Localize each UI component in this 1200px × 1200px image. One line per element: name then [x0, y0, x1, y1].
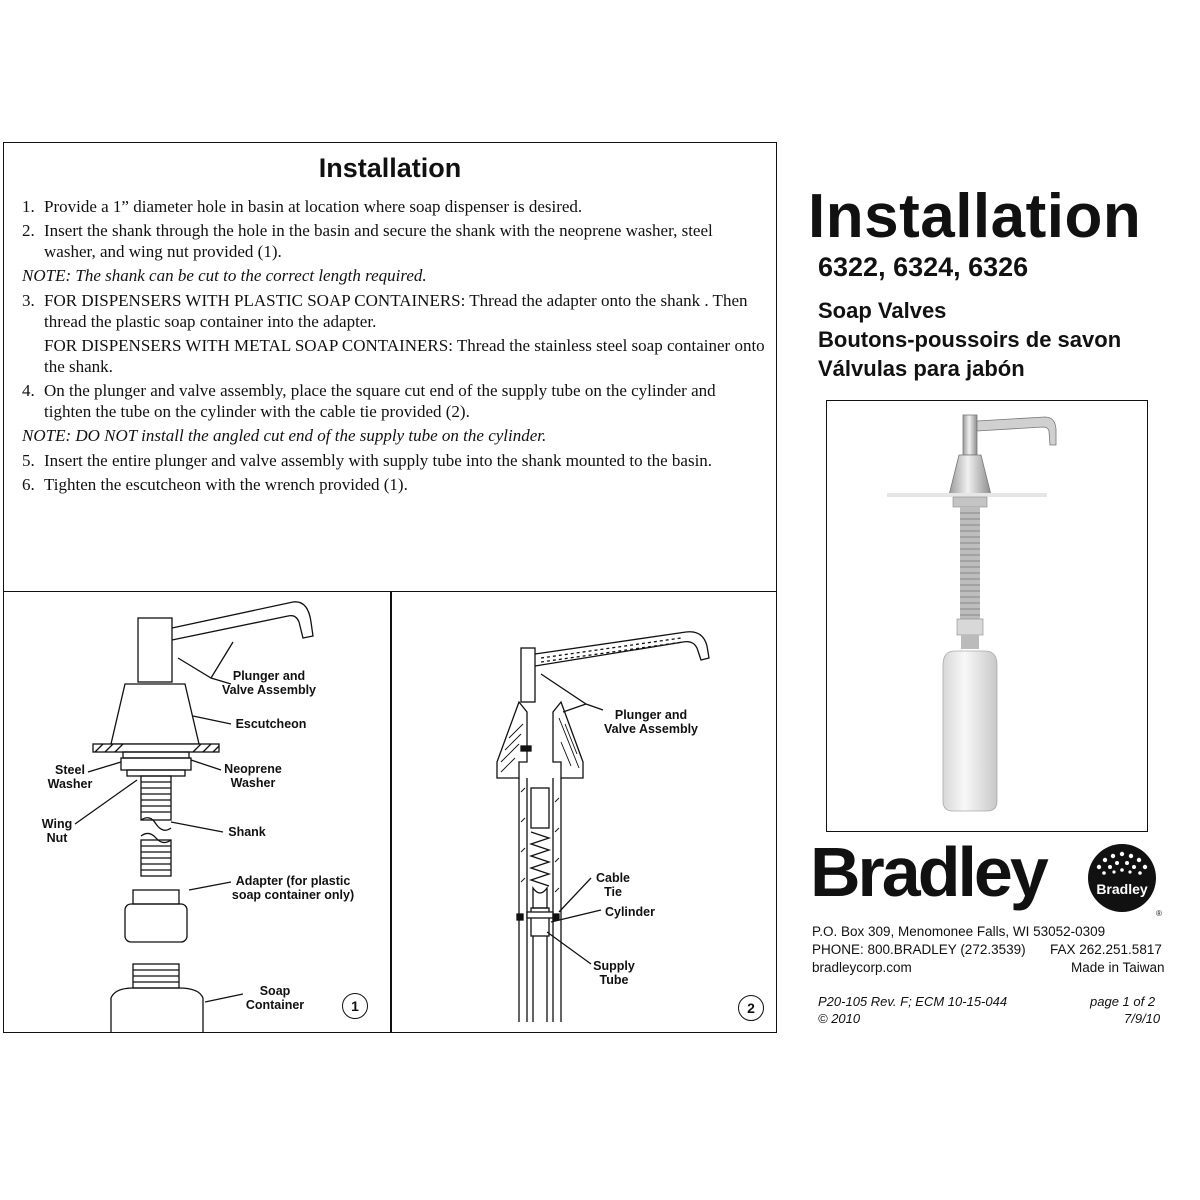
- fig1-label-plunger: Plunger and Valve Assembly: [221, 669, 317, 697]
- fig1-label-escutcheon: Escutcheon: [235, 717, 307, 731]
- step-3-metal: FOR DISPENSERS WITH METAL SOAP CONTAINERS: Thread the stainless steel soap container onto the shank.: [44, 336, 765, 376]
- figure-1-number: 1: [342, 993, 368, 1019]
- page-number: page 1 of 2: [1090, 994, 1156, 1009]
- fig1-label-steel-washer: Steel Washer: [47, 763, 93, 791]
- product-name-en: Soap Valves: [818, 298, 947, 323]
- fig2-label-supply-tube: Supply Tube: [593, 959, 635, 987]
- note-shank: NOTE: The shank can be cut to the correct length required.: [22, 266, 427, 285]
- fig2-label-cylinder: Cylinder: [604, 905, 655, 919]
- step-1: 1. Provide a 1” diameter hole in basin at location where soap dispenser is desired.: [22, 197, 583, 216]
- logo-icon-text: Bradley: [1096, 881, 1148, 897]
- brand-fax: FAX 262.251.5817: [1050, 942, 1162, 957]
- brand-origin: Made in Taiwan: [1071, 960, 1165, 975]
- product-photo: [827, 401, 1147, 831]
- fig1-label-wing-nut: Wing Nut: [41, 817, 73, 845]
- bradley-logo-icon: [1086, 842, 1162, 918]
- figure-2-number: 2: [738, 995, 764, 1021]
- step-3: 3. FOR DISPENSERS WITH PLASTIC SOAP CONTAINERS: Thread the adapter onto the shank . Then thread the plastic soap container into the adapter.: [22, 291, 748, 331]
- fig1-label-soap-container: Soap Container: [245, 984, 305, 1012]
- fig1-label-neoprene-washer: Neoprene Washer: [224, 762, 282, 790]
- product-name-fr: Boutons-poussoirs de savon: [818, 327, 1122, 352]
- instruction-steps: [22, 196, 767, 498]
- figure-1-exploded-diagram: [3, 592, 391, 1032]
- step-5: 5. Insert the entire plunger and valve assembly with supply tube into the shank mounted to the basin.: [22, 451, 713, 470]
- brand-web[interactable]: bradleycorp.com: [812, 960, 912, 975]
- step-6: 6. Tighten the escutcheon with the wrench provided (1).: [22, 475, 408, 494]
- brand-address: P.O. Box 309, Menomonee Falls, WI 53052-0309: [812, 924, 1106, 939]
- fig2-label-cable-tie: Cable Tie: [595, 871, 631, 899]
- model-numbers: 6322, 6324, 6326: [818, 252, 1029, 282]
- fig1-label-adapter: Adapter (for plastic soap container only): [231, 874, 355, 902]
- product-name-es: Válvulas para jabón: [818, 356, 1025, 381]
- copyright: © 2010: [818, 1011, 861, 1026]
- svg-text:®: ®: [1156, 909, 1162, 918]
- note-supply-tube: NOTE: DO NOT install the angled cut end of the supply tube on the cylinder.: [22, 426, 547, 445]
- bradley-logo-wordmark: Bradley: [810, 833, 1046, 911]
- doc-reference: P20-105 Rev. F; ECM 10-15-044: [818, 994, 1008, 1009]
- brand-phone: PHONE: 800.BRADLEY (272.3539): [812, 942, 1026, 957]
- instructions-title: Installation: [318, 153, 462, 183]
- page-title: Installation: [808, 182, 1142, 251]
- product-names: [818, 296, 1121, 383]
- fig1-label-shank: Shank: [228, 825, 266, 839]
- step-2: 2. Insert the shank through the hole in the basin and secure the shank with the neoprene washer, steel washer, and wing nut provided (1).: [22, 221, 713, 261]
- step-4: 4. On the plunger and valve assembly, place the square cut end of the supply tube on the cylinder and tighten the tube on the cylinder with the cable tie provided (2).: [22, 381, 716, 421]
- figure-2-section-diagram: [391, 592, 777, 1032]
- doc-date: 7/9/10: [1124, 1011, 1161, 1026]
- fig2-label-plunger: Plunger and Valve Assembly: [603, 708, 699, 736]
